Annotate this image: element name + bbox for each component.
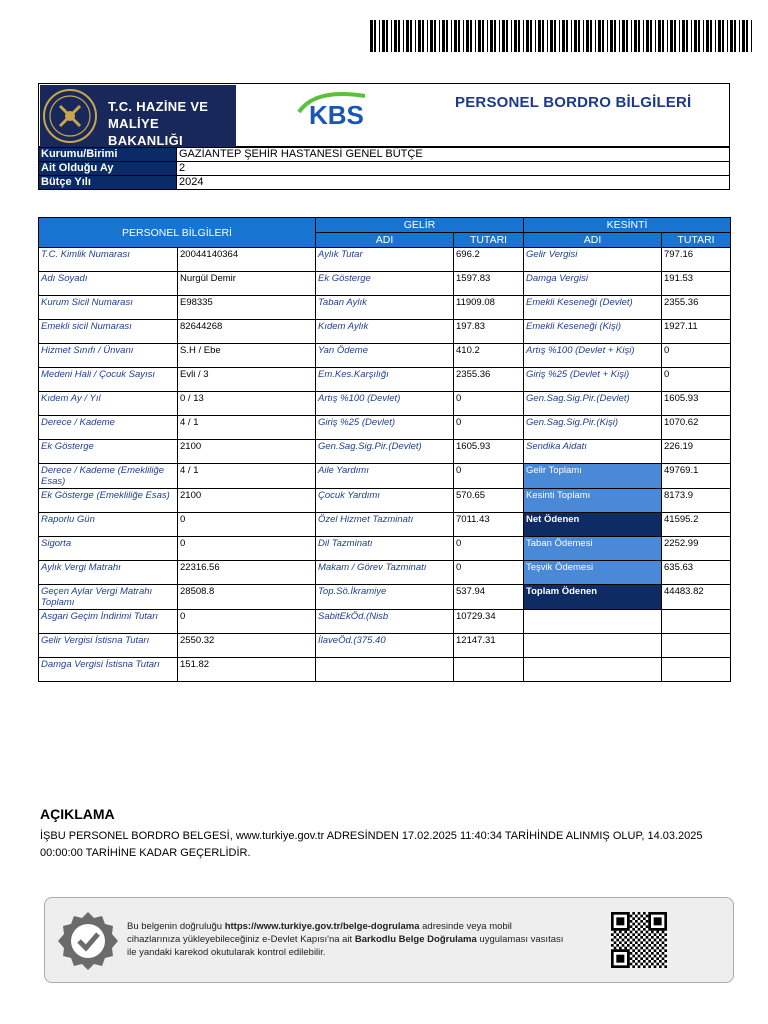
verification-text-part1: Bu belgenin doğruluğu (127, 921, 225, 932)
personel-value: 20044140364 (178, 248, 316, 272)
verification-box (44, 897, 734, 983)
personel-label: Kurum Sicil Numarası (39, 296, 178, 320)
section-header-gelir: GELİR (316, 218, 524, 233)
kesinti-label: Damga Vergisi (524, 272, 662, 296)
gelir-value: 696.2 (454, 248, 524, 272)
table-row (39, 344, 731, 368)
kesinti-adi-header: ADI (524, 233, 662, 248)
gelir-label: SabitEkÖd.(Nisb (316, 610, 454, 634)
aciklama-heading: AÇIKLAMA (40, 806, 115, 822)
gelir-tutari-header: TUTARI (454, 233, 524, 248)
personel-value: 0 (178, 513, 316, 537)
barcode (370, 20, 758, 52)
table-row (39, 537, 731, 561)
kesinti-label: Emekli Keseneği (Kişi) (524, 320, 662, 344)
gelir-value: 537.94 (454, 585, 524, 610)
gelir-label: İlaveÖd.(375.40 (316, 634, 454, 658)
kesinti-value: 226.19 (662, 440, 731, 464)
personel-value: 2100 (178, 440, 316, 464)
kesinti-value: 1070.62 (662, 416, 731, 440)
table-row (39, 513, 731, 537)
table-row (39, 416, 731, 440)
personel-label: Raporlu Gün (39, 513, 178, 537)
kesinti-value: 2355.36 (662, 296, 731, 320)
kesinti-value: 191.53 (662, 272, 731, 296)
verification-text (127, 920, 567, 959)
gelir-value: 0 (454, 416, 524, 440)
payroll-table (38, 217, 731, 682)
kesinti-label: Gelir Toplamı (524, 464, 662, 489)
kesinti-label: Kesinti Toplamı (524, 489, 662, 513)
kesinti-tutari-header: TUTARI (662, 233, 731, 248)
info-value: 2 (177, 162, 730, 176)
gelir-label: Giriş %25 (Devlet) (316, 416, 454, 440)
table-row (39, 561, 731, 585)
info-label: Kurumu/Birimi (39, 148, 177, 162)
gelir-label: Kıdem Aylık (316, 320, 454, 344)
info-row (39, 162, 730, 176)
kesinti-label: Toplam Ödenen (524, 585, 662, 610)
kesinti-value: 0 (662, 344, 731, 368)
personel-value: 2550.32 (178, 634, 316, 658)
gelir-value: 2355.36 (454, 368, 524, 392)
table-row (39, 585, 731, 610)
kesinti-label (524, 634, 662, 658)
personel-value: 82644268 (178, 320, 316, 344)
table-row (39, 320, 731, 344)
personel-label: Derece / Kademe (Emekliliğe Esas) (39, 464, 178, 489)
kesinti-value: 8173.9 (662, 489, 731, 513)
personel-value: 151.82 (178, 658, 316, 682)
personel-value: 4 / 1 (178, 464, 316, 489)
personel-value: 0 / 13 (178, 392, 316, 416)
gelir-label: Yan Ödeme (316, 344, 454, 368)
gelir-label: Aile Yardımı (316, 464, 454, 489)
table-row (39, 658, 731, 682)
kesinti-value: 2252.99 (662, 537, 731, 561)
personel-label: Asgari Geçim İndirimi Tutarı (39, 610, 178, 634)
gelir-label: Top.Sö.İkramiye (316, 585, 454, 610)
kesinti-value: 0 (662, 368, 731, 392)
gelir-value: 197.83 (454, 320, 524, 344)
info-row (39, 176, 730, 190)
personel-label: Ek Gösterge (Emekliliğe Esas) (39, 489, 178, 513)
gelir-value: 11909.08 (454, 296, 524, 320)
table-row (39, 368, 731, 392)
personel-label: Aylık Vergi Matrahı (39, 561, 178, 585)
kesinti-label: Artış %100 (Devlet + Kişi) (524, 344, 662, 368)
personel-value: Evli / 3 (178, 368, 316, 392)
personel-label: Kıdem Ay / Yıl (39, 392, 178, 416)
gelir-label: Makam / Görev Tazminatı (316, 561, 454, 585)
verification-text-part3: uygulaması vasıtası ile yandaki karekod okutularak kontrol edilebilir. (127, 934, 564, 958)
gelir-value: 7011.43 (454, 513, 524, 537)
verification-url[interactable]: https://www.turkiye.gov.tr/belge-dogrulama (224, 921, 420, 932)
table-row (39, 634, 731, 658)
gelir-label: Artış %100 (Devlet) (316, 392, 454, 416)
info-row (39, 148, 730, 162)
kesinti-value: 1927.11 (662, 320, 731, 344)
personel-value: 2100 (178, 489, 316, 513)
kesinti-label: Teşvik Ödemesi (524, 561, 662, 585)
aciklama-text: İŞBU PERSONEL BORDRO BELGESİ, www.turkiye.gov.tr ADRESİNDEN 17.02.2025 11:40:34 TARİHİNDE ALINMIŞ OLUP, 14.03.2025 00:00:00 TARİHİNE KADAR GEÇERLİDİR. (40, 830, 703, 859)
info-value: GAZİANTEP ŞEHİR HASTANESİ GENEL BÜTÇE (177, 148, 730, 162)
kesinti-value: 797.16 (662, 248, 731, 272)
verification-app-name: Barkodlu Belge Doğrulama (354, 934, 477, 945)
kbs-logo-text: KBS (309, 100, 364, 130)
gelir-label: Çocuk Yardımı (316, 489, 454, 513)
gelir-adi-header: ADI (316, 233, 454, 248)
personel-value: Nurgül Demir (178, 272, 316, 296)
qr-code-icon (611, 912, 667, 968)
gelir-label: Gen.Sag.Sig.Pir.(Devlet) (316, 440, 454, 464)
personel-value: 28508.8 (178, 585, 316, 610)
personel-label: Hizmet Sınıfı / Ünvanı (39, 344, 178, 368)
table-row (39, 489, 731, 513)
table-row (39, 296, 731, 320)
kesinti-value: 41595.2 (662, 513, 731, 537)
personel-value: 4 / 1 (178, 416, 316, 440)
kesinti-label: Gelir Vergisi (524, 248, 662, 272)
personel-label: Ek Gösterge (39, 440, 178, 464)
gelir-label: Özel Hizmet Tazminatı (316, 513, 454, 537)
info-label: Ait Olduğu Ay (39, 162, 177, 176)
table-row (39, 464, 731, 489)
personel-label: T.C. Kimlik Numarası (39, 248, 178, 272)
gelir-value (454, 658, 524, 682)
personel-label: Geçen Aylar Vergi Matrahı Toplamı (39, 585, 178, 610)
document-header (38, 83, 730, 147)
kesinti-label: Gen.Sag.Sig.Pir.(Devlet) (524, 392, 662, 416)
gelir-value: 570.65 (454, 489, 524, 513)
verification-text-part2: adresinde veya mobil cihazlarınıza yükleyebileceğiniz e-Devlet Kapısı'na ait (127, 921, 512, 945)
section-header-kesinti: KESİNTİ (524, 218, 731, 233)
gelir-value: 10729.34 (454, 610, 524, 634)
kesinti-label: Net Ödenen (524, 513, 662, 537)
personel-value: S.H / Ebe (178, 344, 316, 368)
personel-label: Emekli sicil Numarası (39, 320, 178, 344)
gelir-label: Dil Tazminatı (316, 537, 454, 561)
personel-label: Sigorta (39, 537, 178, 561)
personel-value: 0 (178, 537, 316, 561)
table-row (39, 272, 731, 296)
gelir-value: 1605.93 (454, 440, 524, 464)
kesinti-label: Giriş %25 (Devlet + Kişi) (524, 368, 662, 392)
personel-label: Damga Vergisi İstisna Tutarı (39, 658, 178, 682)
table-row (39, 392, 731, 416)
personel-value: 22316.56 (178, 561, 316, 585)
kesinti-value: 44483.82 (662, 585, 731, 610)
gelir-value: 0 (454, 561, 524, 585)
kesinti-value: 635.63 (662, 561, 731, 585)
personel-label: Derece / Kademe (39, 416, 178, 440)
ministry-emblem-icon (42, 88, 98, 144)
ministry-logo (40, 85, 236, 147)
kesinti-label: Emekli Keseneği (Devlet) (524, 296, 662, 320)
kesinti-value (662, 610, 731, 634)
kesinti-label: Gen.Sag.Sig.Pir.(Kişi) (524, 416, 662, 440)
kesinti-label: Sendika Aidatı (524, 440, 662, 464)
kesinti-value: 49769.1 (662, 464, 731, 489)
gelir-value: 12147.31 (454, 634, 524, 658)
table-row (39, 610, 731, 634)
gelir-value: 0 (454, 537, 524, 561)
kbs-logo (295, 90, 381, 130)
gelir-value: 1597.83 (454, 272, 524, 296)
section-header-personel: PERSONEL BİLGİLERİ (39, 218, 316, 248)
kesinti-value (662, 658, 731, 682)
verified-check-badge-icon (57, 910, 119, 972)
kesinti-value: 1605.93 (662, 392, 731, 416)
gelir-label (316, 658, 454, 682)
ministry-name-line2: MALİYE BAKANLIĞI (108, 116, 183, 148)
institution-info-table (38, 147, 730, 190)
gelir-value: 410.2 (454, 344, 524, 368)
gelir-label: Ek Gösterge (316, 272, 454, 296)
personel-label: Adı Soyadı (39, 272, 178, 296)
personel-label: Gelir Vergisi İstisna Tutarı (39, 634, 178, 658)
info-value: 2024 (177, 176, 730, 190)
personel-value: E98335 (178, 296, 316, 320)
kesinti-label (524, 610, 662, 634)
gelir-value: 0 (454, 392, 524, 416)
table-row (39, 248, 731, 272)
gelir-label: Taban Aylık (316, 296, 454, 320)
gelir-label: Em.Kes.Karşılığı (316, 368, 454, 392)
kesinti-value (662, 634, 731, 658)
personel-label: Medeni Hali / Çocuk Sayısı (39, 368, 178, 392)
gelir-value: 0 (454, 464, 524, 489)
info-label: Bütçe Yılı (39, 176, 177, 190)
ministry-name-line1: T.C. HAZİNE VE (108, 99, 209, 114)
personel-value: 0 (178, 610, 316, 634)
gelir-label: Aylık Tutar (316, 248, 454, 272)
kesinti-label: Taban Ödemesi (524, 537, 662, 561)
table-row (39, 440, 731, 464)
kesinti-label (524, 658, 662, 682)
page-title: PERSONEL BORDRO BİLGİLERİ (455, 94, 692, 111)
